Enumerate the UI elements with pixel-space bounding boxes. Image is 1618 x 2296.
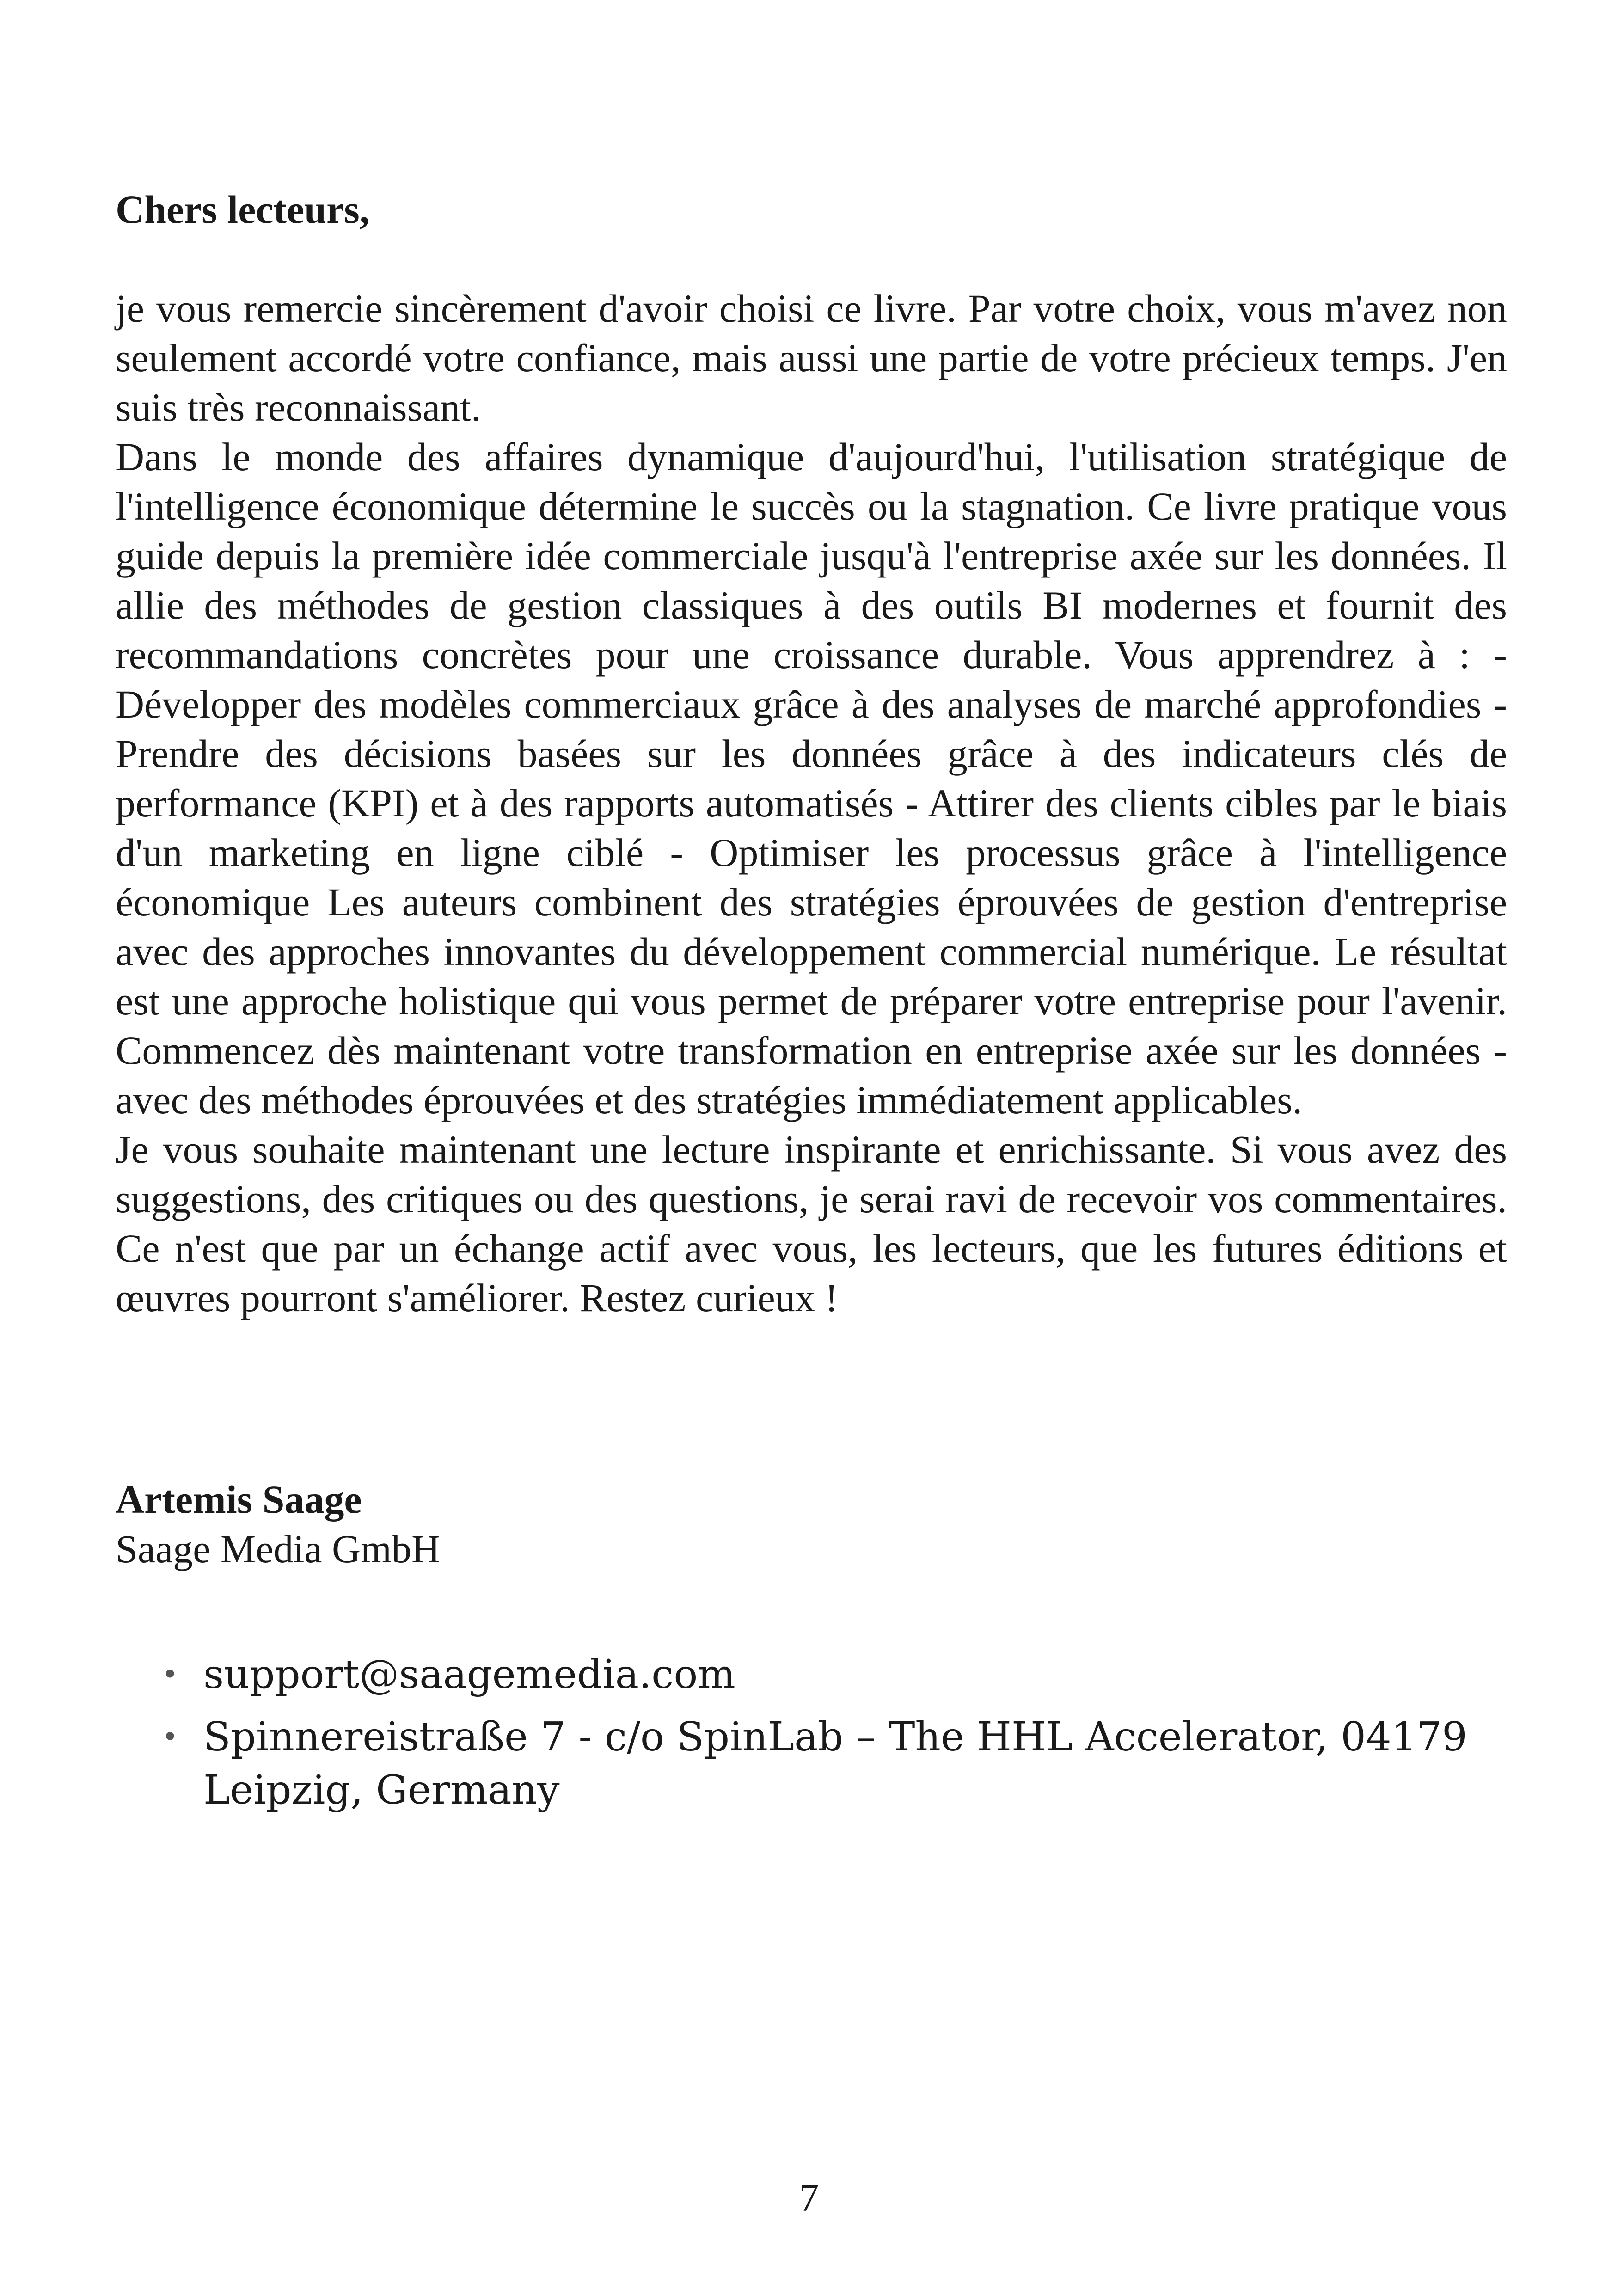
contact-email-item	[116, 1648, 1507, 1701]
page-number: 7	[799, 2175, 819, 2220]
email-link[interactable]: support@saagemedia.com	[203, 1651, 735, 1698]
company-name: Saage Media GmbH	[116, 1527, 441, 1571]
signature-block	[116, 1475, 1507, 1574]
paragraph-book-summary: Dans le monde des affaires dynamique d'aujourd'hui, l'utilisation stratégique de l'intelligence économique détermine le succès ou la stagnation. Ce livre pratique vous guide depuis la première idée commerciale jusqu'à l'entreprise axée sur les données. Il allie des méthodes de gestion classiques à des outils BI modernes et fournit des recommandations concrètes pour une croissance durable. Vous apprendrez à : - Développer des modèles commerciaux grâce à des analyses de marché approfondies - Prendre des décisions basées sur les données grâce à des indicateurs clés de performance (KPI) et à des rapports automatisés - Attirer des clients cibles par le biais d'un marketing en ligne ciblé - Optimiser les processus grâce à l'intelligence économique Les auteurs combinent des stratégies éprouvées de gestion d'entreprise avec des approches innovantes du développement commercial numérique. Le résultat est une approche holistique qui vous permet de préparer votre entreprise pour l'avenir. Commencez dès maintenant votre transformation en entreprise axée sur les données - avec des méthodes éprouvées et des stratégies immédiatement applicables.	[116, 435, 1507, 1122]
bullet-icon: •	[162, 1658, 178, 1691]
postal-address: Spinnereistraße 7 - c/o SpinLab – The HHL Accelerator, 04179 Leipzig, Germany	[203, 1714, 1467, 1813]
paragraph-thanks: je vous remercie sincèrement d'avoir choisi ce livre. Par votre choix, vous m'avez non seulement accordé votre confiance, mais aussi une partie de votre précieux temps. J'en suis très reconnaissant.	[116, 286, 1507, 430]
bullet-icon: •	[162, 1721, 178, 1753]
preface-letter	[116, 185, 1507, 1323]
author-name: Artemis Saage	[116, 1477, 362, 1522]
salutation: Chers lecteurs,	[116, 187, 370, 232]
paragraph-closing: Je vous souhaite maintenant une lecture inspirante et enrichissante. Si vous avez des suggestions, des critiques ou des questions, je serai ravi de recevoir vos commentaires. Ce n'est que par un échange actif avec vous, les lecteurs, que les futures éditions et œuvres pourront s'améliorer. Restez curieux !	[116, 1127, 1507, 1320]
contact-list	[116, 1648, 1507, 1826]
contact-address-item	[116, 1711, 1507, 1817]
